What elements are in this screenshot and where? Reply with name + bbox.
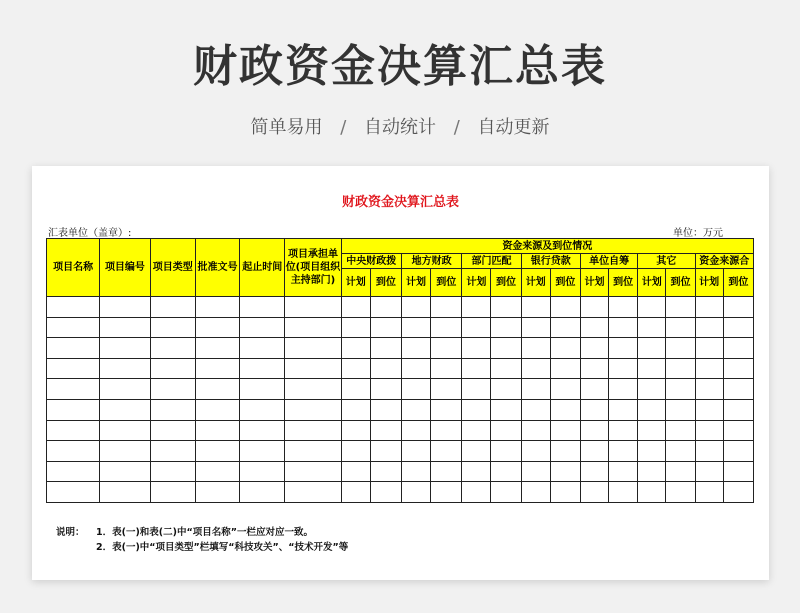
table-cell[interactable] (401, 441, 430, 462)
table-row (47, 297, 754, 318)
table-cell[interactable] (195, 482, 239, 503)
table-cell[interactable] (609, 482, 638, 503)
table-cell[interactable] (550, 317, 580, 338)
table-cell[interactable] (240, 379, 285, 400)
table-cell[interactable] (609, 420, 638, 441)
notes (56, 525, 348, 555)
table-cell[interactable] (370, 297, 401, 318)
table-cell[interactable] (100, 420, 150, 441)
table-cell[interactable] (638, 358, 666, 379)
table-cell[interactable] (370, 317, 401, 338)
table-cell[interactable] (47, 358, 100, 379)
table-cell[interactable] (638, 441, 666, 462)
table-cell[interactable] (666, 441, 695, 462)
table-cell[interactable] (195, 338, 239, 359)
table-cell[interactable] (521, 399, 550, 420)
page-subtitle (0, 113, 800, 139)
header-source-total: 资金来源合 (695, 254, 753, 269)
table-cell[interactable] (638, 338, 666, 359)
header-plan: 计划 (580, 269, 608, 297)
header-fund-sources: 资金来源及到位情况 (341, 239, 753, 254)
table-cell[interactable] (150, 482, 195, 503)
table-cell[interactable] (240, 461, 285, 482)
table-cell[interactable] (491, 338, 521, 359)
table-cell[interactable] (462, 420, 491, 441)
header-received: 到位 (491, 269, 521, 297)
table-cell[interactable] (100, 379, 150, 400)
header-received: 到位 (609, 269, 638, 297)
table-cell[interactable] (491, 379, 521, 400)
header-plan: 计划 (341, 269, 370, 297)
table-cell[interactable] (666, 338, 695, 359)
table-cell[interactable] (341, 420, 370, 441)
header-source-department: 部门匹配 (462, 254, 521, 269)
header-source-self-raised: 单位自筹 (580, 254, 637, 269)
table-cell[interactable] (491, 399, 521, 420)
table-row (47, 317, 754, 338)
table-cell[interactable] (723, 338, 753, 359)
table-cell[interactable] (521, 420, 550, 441)
table-cell[interactable] (580, 317, 608, 338)
table-cell[interactable] (491, 420, 521, 441)
table-cell[interactable] (341, 461, 370, 482)
table-row (47, 441, 754, 462)
table-cell[interactable] (491, 482, 521, 503)
table-cell[interactable] (521, 297, 550, 318)
table-cell[interactable] (285, 379, 341, 400)
table-cell[interactable] (431, 317, 462, 338)
table-cell[interactable] (491, 441, 521, 462)
table-cell[interactable] (401, 420, 430, 441)
table-cell[interactable] (695, 297, 723, 318)
table-cell[interactable] (341, 358, 370, 379)
tagline-separator: / (340, 117, 347, 138)
table-cell[interactable] (150, 317, 195, 338)
table-cell[interactable] (550, 482, 580, 503)
header-plan: 计划 (638, 269, 666, 297)
table-cell[interactable] (580, 482, 608, 503)
table-cell[interactable] (401, 461, 430, 482)
table-row (47, 482, 754, 503)
table-cell[interactable] (100, 297, 150, 318)
table-cell[interactable] (723, 379, 753, 400)
table-cell[interactable] (723, 399, 753, 420)
table-cell[interactable] (341, 379, 370, 400)
table-cell[interactable] (100, 399, 150, 420)
table-cell[interactable] (370, 358, 401, 379)
table-cell[interactable] (462, 317, 491, 338)
table-cell[interactable] (462, 441, 491, 462)
header-received: 到位 (431, 269, 462, 297)
table-cell[interactable] (521, 358, 550, 379)
note-item: 1．表(一)和表(二)中“项目名称”一栏应对应一致。 (96, 527, 313, 538)
header-source-central: 中央财政拨 (341, 254, 401, 269)
table-cell[interactable] (580, 338, 608, 359)
tagline-separator: / (453, 117, 460, 138)
table-cell[interactable] (431, 399, 462, 420)
table-cell[interactable] (195, 358, 239, 379)
table-cell[interactable] (609, 441, 638, 462)
table-cell[interactable] (431, 420, 462, 441)
header-received: 到位 (550, 269, 580, 297)
table-cell[interactable] (695, 420, 723, 441)
table-cell[interactable] (401, 297, 430, 318)
table-cell[interactable] (550, 461, 580, 482)
table-cell[interactable] (240, 358, 285, 379)
table-cell[interactable] (521, 482, 550, 503)
table-cell[interactable] (431, 441, 462, 462)
table-cell[interactable] (638, 461, 666, 482)
table-cell[interactable] (341, 399, 370, 420)
header-project-number: 项目编号 (100, 239, 150, 297)
table-cell[interactable] (666, 461, 695, 482)
table-cell[interactable] (491, 317, 521, 338)
table-cell[interactable] (638, 482, 666, 503)
header-project-type: 项目类型 (150, 239, 195, 297)
table-cell[interactable] (431, 482, 462, 503)
table-cell[interactable] (666, 358, 695, 379)
table-cell[interactable] (638, 297, 666, 318)
table-cell[interactable] (370, 338, 401, 359)
table-cell[interactable] (195, 441, 239, 462)
table-cell[interactable] (150, 461, 195, 482)
table-cell[interactable] (723, 420, 753, 441)
header-period: 起止时间 (240, 239, 285, 297)
table-cell[interactable] (240, 420, 285, 441)
table-cell[interactable] (195, 420, 239, 441)
table-cell[interactable] (550, 379, 580, 400)
header-received: 到位 (723, 269, 753, 297)
table-cell[interactable] (580, 297, 608, 318)
table-cell[interactable] (370, 399, 401, 420)
table-cell[interactable] (47, 441, 100, 462)
table-cell[interactable] (695, 441, 723, 462)
table-cell[interactable] (431, 297, 462, 318)
table-cell[interactable] (723, 461, 753, 482)
table-cell[interactable] (550, 297, 580, 318)
table-cell[interactable] (695, 338, 723, 359)
table-cell[interactable] (47, 338, 100, 359)
table-cell[interactable] (638, 317, 666, 338)
table-cell[interactable] (723, 358, 753, 379)
table-cell[interactable] (666, 399, 695, 420)
table-cell[interactable] (723, 317, 753, 338)
table-cell[interactable] (100, 317, 150, 338)
header-source-bank-loan: 银行贷款 (521, 254, 580, 269)
table-cell[interactable] (370, 441, 401, 462)
header-plan: 计划 (695, 269, 723, 297)
table-row (47, 338, 754, 359)
table-cell[interactable] (695, 399, 723, 420)
header-project-name: 项目名称 (47, 239, 100, 297)
table-cell[interactable] (285, 358, 341, 379)
header-undertaking-unit: 项目承担单位(项目组织主持部门) (285, 239, 341, 297)
table-cell[interactable] (47, 297, 100, 318)
header-plan: 计划 (462, 269, 491, 297)
table-cell[interactable] (150, 420, 195, 441)
table-cell[interactable] (240, 317, 285, 338)
header-approval-number: 批准文号 (195, 239, 239, 297)
table-cell[interactable] (550, 441, 580, 462)
table-cell[interactable] (462, 338, 491, 359)
header-plan: 计划 (401, 269, 430, 297)
table-cell[interactable] (431, 338, 462, 359)
table-cell[interactable] (401, 317, 430, 338)
header-source-local: 地方财政 (401, 254, 461, 269)
table-cell[interactable] (580, 420, 608, 441)
table-row (47, 420, 754, 441)
table-cell[interactable] (580, 399, 608, 420)
table-cell[interactable] (609, 461, 638, 482)
table-cell[interactable] (462, 358, 491, 379)
table-cell[interactable] (609, 358, 638, 379)
reporting-unit-label: 汇表单位（盖章）: (48, 228, 132, 239)
table-cell[interactable] (521, 317, 550, 338)
table-cell[interactable] (370, 482, 401, 503)
table-cell[interactable] (150, 297, 195, 318)
table-cell[interactable] (609, 399, 638, 420)
table-cell[interactable] (550, 420, 580, 441)
summary-table (46, 238, 754, 503)
table-cell[interactable] (240, 297, 285, 318)
document-title: 财政资金决算汇总表 (341, 195, 459, 210)
table-cell[interactable] (285, 338, 341, 359)
table-cell[interactable] (100, 441, 150, 462)
table-cell[interactable] (341, 297, 370, 318)
table-cell[interactable] (240, 399, 285, 420)
table-cell[interactable] (100, 461, 150, 482)
header-plan: 计划 (521, 269, 550, 297)
table-cell[interactable] (695, 461, 723, 482)
table-cell[interactable] (609, 297, 638, 318)
table-cell[interactable] (695, 317, 723, 338)
table-row (47, 358, 754, 379)
table-cell[interactable] (195, 461, 239, 482)
table-cell[interactable] (695, 379, 723, 400)
table-row (47, 461, 754, 482)
table-cell[interactable] (521, 461, 550, 482)
table-cell[interactable] (491, 358, 521, 379)
table-cell[interactable] (609, 338, 638, 359)
table-cell[interactable] (666, 317, 695, 338)
table-cell[interactable] (150, 358, 195, 379)
table-cell[interactable] (550, 358, 580, 379)
table-cell[interactable] (609, 379, 638, 400)
table-cell[interactable] (240, 441, 285, 462)
table-cell[interactable] (401, 399, 430, 420)
table-cell[interactable] (195, 317, 239, 338)
table-cell[interactable] (285, 399, 341, 420)
table-cell[interactable] (462, 379, 491, 400)
table-cell[interactable] (47, 420, 100, 441)
table-cell[interactable] (695, 482, 723, 503)
table-cell[interactable] (638, 379, 666, 400)
table-cell[interactable] (370, 461, 401, 482)
table-cell[interactable] (580, 461, 608, 482)
table-cell[interactable] (521, 441, 550, 462)
table-cell[interactable] (285, 461, 341, 482)
table-cell[interactable] (666, 420, 695, 441)
table-cell[interactable] (370, 379, 401, 400)
table-cell[interactable] (240, 482, 285, 503)
table-cell[interactable] (47, 482, 100, 503)
table-cell[interactable] (341, 441, 370, 462)
currency-unit-label: 单位：万元 (673, 228, 723, 239)
header-received: 到位 (666, 269, 695, 297)
tagline-update: 自动更新 (477, 117, 550, 138)
table-cell[interactable] (431, 379, 462, 400)
table-cell[interactable] (521, 379, 550, 400)
table-row (47, 379, 754, 400)
table-cell[interactable] (150, 441, 195, 462)
table-cell[interactable] (666, 297, 695, 318)
table-cell[interactable] (401, 379, 430, 400)
table-cell[interactable] (550, 338, 580, 359)
table-cell[interactable] (285, 441, 341, 462)
table-cell[interactable] (47, 317, 100, 338)
table-cell[interactable] (240, 338, 285, 359)
table-cell[interactable] (431, 461, 462, 482)
table-cell[interactable] (341, 338, 370, 359)
table-cell[interactable] (195, 399, 239, 420)
table-cell[interactable] (723, 482, 753, 503)
table-cell[interactable] (666, 482, 695, 503)
table-cell[interactable] (462, 482, 491, 503)
table-cell[interactable] (47, 461, 100, 482)
table-cell[interactable] (550, 399, 580, 420)
table-cell[interactable] (580, 441, 608, 462)
table-cell[interactable] (521, 338, 550, 359)
table-cell[interactable] (723, 441, 753, 462)
table-cell[interactable] (47, 379, 100, 400)
table-cell[interactable] (401, 358, 430, 379)
table-cell[interactable] (638, 420, 666, 441)
notes-label: 说明： (56, 527, 85, 538)
table-cell[interactable] (431, 358, 462, 379)
header-received: 到位 (370, 269, 401, 297)
table-cell[interactable] (695, 358, 723, 379)
table-cell[interactable] (580, 358, 608, 379)
note-item: 2．表(一)中“项目类型”栏填写“科技攻关”、“技术开发”等 (96, 542, 349, 553)
tagline-stats: 自动统计 (364, 117, 436, 138)
table-cell[interactable] (401, 338, 430, 359)
table-cell[interactable] (285, 317, 341, 338)
table-cell[interactable] (609, 317, 638, 338)
table-cell[interactable] (100, 338, 150, 359)
table-cell[interactable] (462, 461, 491, 482)
table-row (47, 399, 754, 420)
table-cell[interactable] (47, 399, 100, 420)
table-cell[interactable] (580, 379, 608, 400)
header-source-other: 其它 (638, 254, 695, 269)
spreadsheet-preview (32, 166, 769, 580)
table-cell[interactable] (491, 461, 521, 482)
table-cell[interactable] (638, 399, 666, 420)
table-cell[interactable] (285, 420, 341, 441)
table-cell[interactable] (285, 297, 341, 318)
table-cell[interactable] (341, 317, 370, 338)
table-cell[interactable] (150, 338, 195, 359)
table-cell[interactable] (666, 379, 695, 400)
table-cell[interactable] (195, 379, 239, 400)
table-cell[interactable] (723, 297, 753, 318)
table-cell[interactable] (341, 482, 370, 503)
table-cell[interactable] (100, 358, 150, 379)
table-cell[interactable] (195, 297, 239, 318)
table-cell[interactable] (401, 482, 430, 503)
table-cell[interactable] (285, 482, 341, 503)
table-cell[interactable] (150, 399, 195, 420)
table-cell[interactable] (491, 297, 521, 318)
table-cell[interactable] (462, 297, 491, 318)
tagline-easy: 简单易用 (250, 117, 323, 138)
table-cell[interactable] (150, 379, 195, 400)
table-cell[interactable] (100, 482, 150, 503)
table-cell[interactable] (370, 420, 401, 441)
page-title: 财政资金决算汇总表 (193, 41, 607, 92)
table-body (47, 297, 754, 503)
table-cell[interactable] (462, 399, 491, 420)
